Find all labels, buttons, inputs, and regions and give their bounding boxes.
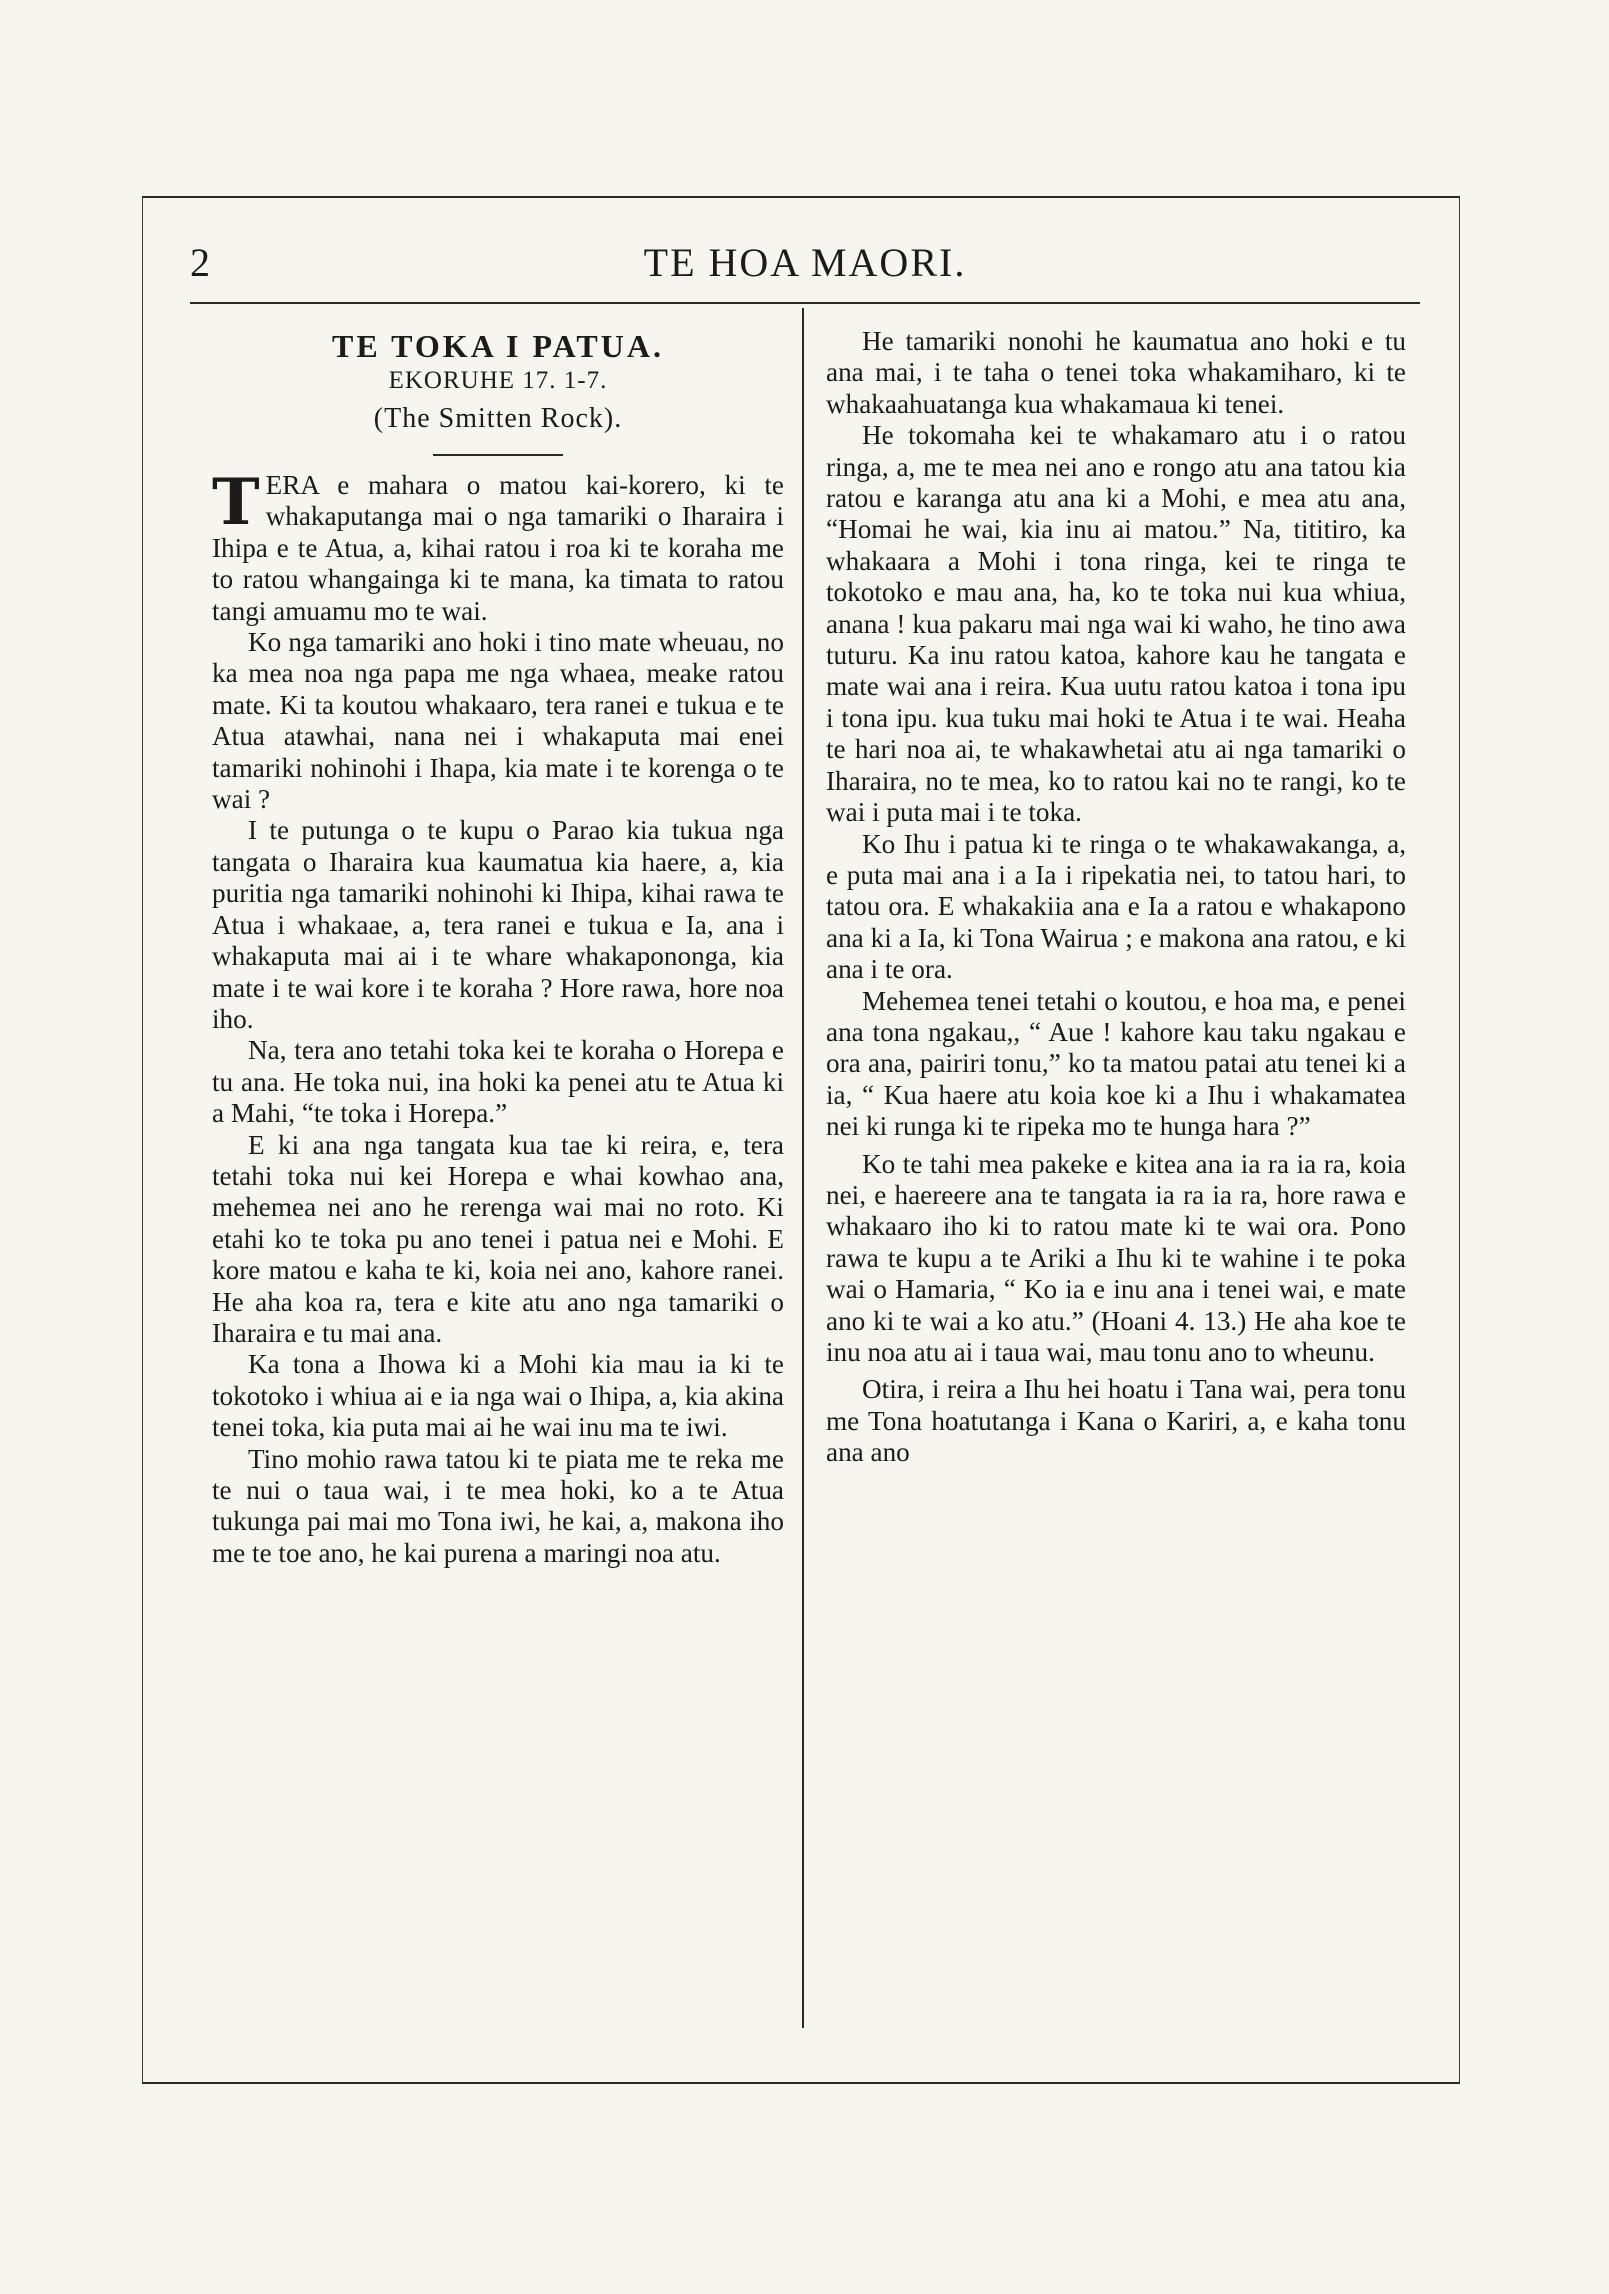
page-header — [190, 240, 1420, 300]
article-title: TE TOKA I PATUA. — [332, 328, 664, 364]
title-rule — [433, 454, 563, 456]
paragraph-text: ERA e mahara o matou kai-korero, ki te whakaputanga mai o nga tamariki o Iharaira i Ihipa e te Atua, a, kihai ratou i roa ki te koraha me to ratou whangainga ki te mana, ka timata to ratou tangi amuamu mo te wai. — [212, 470, 784, 626]
paragraph: E ki ana nga tangata kua tae ki reira, e, tera tetahi toka nui kei Horepa e whai kowhao ana, mehemea nei ano he rerenga wai mai no roto. Ki etahi ko te toka pu ano tenei i patua nei e Mohi. E kore matou e kaha te ki, koia nei ano, kahore ranei. He aha koa ra, tera e kite atu ano nga tamariki o Iharaira e tu mai ana. — [212, 1129, 784, 1348]
paragraph — [212, 465, 784, 627]
paragraph: I te putunga o te kupu o Parao kia tukua nga tangata o Iharaira kua kaumatua kia haere, a, kia puritia nga tamariki nohinohi ki Ihipa, kihai rawa te Atua i whakaae, a, tera ranei e tukua e Ia, ana i whakaputa mai ai i te whare whakapononga, kia mate i te wai kore i te koraha ? Hore rawa, hore noa iho. — [212, 815, 784, 1034]
paragraph: Ko Ihu i patua ki te ringa o te whakawakanga, a, e puta mai ana i a Ia i ripekatia nei, to tatou hari, to tatou ora. E whakakiia ana e Ia a ratou e whakapono ana ki a Ia, ki Tona Wairua ; e makona ana ratou, e ki ana i te ora. — [826, 828, 1406, 985]
article-reference: EKORUHE 17. 1-7. — [388, 367, 608, 394]
drop-cap: T — [212, 465, 260, 540]
paragraph: Ka tona a Ihowa ki a Mohi kia mau ia ki te tokotoko i whiua ai e ia nga wai o Ihipa, a, kia akina tenei toka, kia puta mai ai he wai inu ma te iwi. — [212, 1349, 784, 1443]
paragraph: Ko nga tamariki ano hoki i tino mate wheuau, no ka mea noa nga papa me nga whaea, meake ratou mate. Ki ta koutou whakaaro, tera ranei e tukua e te Atua atawhai, nana nei i whakaputa mai enei tamariki nohinohi i Ihapa, kia mate i te korenga o te wai ? — [212, 627, 784, 815]
paragraph: Ko te tahi mea pakeke e kitea ana ia ra ia ra, koia nei, e haereere ana te tangata ia ra ia ra, hore rawa e whakaaro iho ki to ratou mate ki te wai ora. Pono rawa te kupu a te Ariki a Ihu ki te wahine i te poka wai o Hamaria, “ Ko ia e inu ana i tenei wai, e mate ano ki te wai a ko atu.” (Hoani 4. 13.) He aha koe te inu noa atu ai i taua wai, mau tonu ano to wheunu. — [826, 1148, 1406, 1367]
right-column — [826, 326, 1406, 1469]
paragraph: Na, tera ano tetahi toka kei te koraha o Horepa e tu ana. He toka nui, ina hoki ka penei atu te Atua ki a Mahi, “te toka i Horepa.” — [212, 1035, 784, 1129]
paragraph: Mehemea tenei tetahi o koutou, e hoa ma, e penei ana tona ngakau,, “ Aue ! kahore kau taku ngakau e ora ana, pairiri tonu,” ko ta matou patai atu tenei ki a ia, “ Kua haere atu koia koe ki a Ihu i whakamatea nei ki runga ki te ripeka mo te hunga hara ?” — [826, 985, 1406, 1142]
journal-title: TE HOA MAORI. — [643, 240, 967, 285]
header-rule — [190, 302, 1420, 304]
paragraph: Otira, i reira a Ihu hei hoatu i Tana wai, pera tonu me Tona hoatutanga i Kana o Kariri, a, e kaha tonu ana ano — [826, 1374, 1406, 1468]
column-divider — [802, 308, 804, 2028]
article-english-title: (The Smitten Rock). — [373, 403, 623, 434]
paragraph: Tino mohio rawa tatou ki te piata me te reka me te nui o taua wai, i te mea hoki, ko a te Atua tukunga pai mai mo Tona iwi, he kai, a, makona iho me te toe ano, he kai purena a maringi noa atu. — [212, 1443, 784, 1568]
paragraph: He tokomaha kei te whakamaro atu i o ratou ringa, a, me te mea nei ano e rongo atu ana tatou kia ratou e karanga atu ana ki a Mohi, e mea atu ana, “Homai he wai, kia inu ai matou.” Na, tititiro, ka whakaara a Mohi i tona ringa, kei te ringa te tokotoko e mau ana, ha, ko te toka nui kua whiua, anana ! kua pakaru mai nga wai ki waho, he tino awa tuturu. Ka inu ratou katoa, kahore kau he tangata e mate wai ana i reira. Kua uutu ratou katoa i tona ipu i tona ipu. kua tuku mai hoki te Atua i te wai. Heaha te hari noa ai, te whakawhetai atu ai nga tamariki o Iharaira, no te mea, ko to ratou kai no te rangi, ko te wai i puta mai i te toka. — [826, 420, 1406, 828]
left-column — [212, 326, 784, 1569]
page-number: 2 — [190, 240, 210, 285]
paragraph: He tamariki nonohi he kaumatua ano hoki e tu ana mai, i te taha o tenei toka whakamiharo, ki te whakaahuatanga kua whakamaua ki tenei. — [826, 326, 1406, 419]
